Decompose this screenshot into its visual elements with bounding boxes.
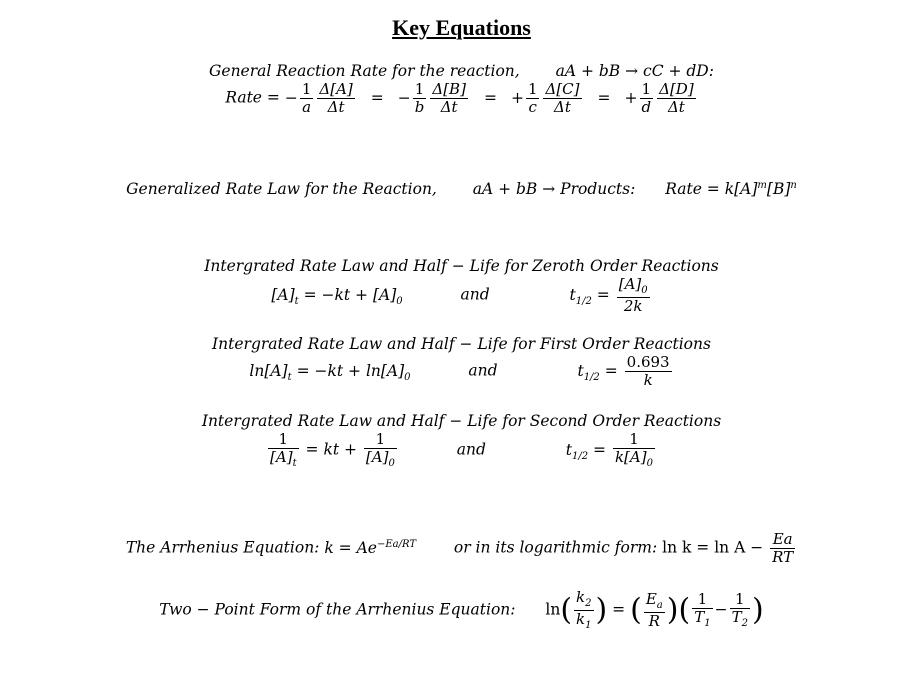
rate-label: Rate =	[225, 88, 280, 107]
second-and: and	[456, 440, 486, 459]
rate-delta-fraction: $\frac{\Delta[D]}{\Delta t}$	[659, 80, 694, 116]
arrhenius-log-equation: ln k = ln A −	[662, 538, 764, 557]
rate-delta-fraction: $\frac{\Delta[B]}{\Delta t}$	[432, 80, 466, 116]
rate-delta-fraction: $\frac{\Delta[C]}{\Delta t}$	[545, 80, 580, 116]
zeroth-order-heading: Intergrated Rate Law and Half − Life for Zeroth Order Reactions	[204, 257, 719, 275]
rate-delta-fraction: $\frac{\Delta[A]}{\Delta t}$	[319, 80, 353, 116]
rate-law-reaction: aA + bB → Products:	[472, 180, 636, 199]
page-title: Key Equations	[392, 15, 531, 40]
arrhenius-label: The Arrhenius Equation:	[125, 538, 320, 557]
second-order-heading: Intergrated Rate Law and Half − Life for Second Order Reactions	[201, 412, 722, 430]
arrhenius-line	[0, 532, 923, 565]
first-rhs: = $-kt + \ln[A]_0$	[296, 361, 411, 383]
arrhenius-log-label: or in its logarithmic form:	[453, 538, 658, 557]
zeroth-and: and	[460, 285, 490, 304]
zeroth-half-life: $t_{1/2}$ =	[569, 285, 610, 307]
general-rate-label: General Reaction Rate for the reaction,	[209, 62, 520, 80]
two-point-label: Two − Point Form of the Arrhenius Equation:	[159, 600, 516, 619]
first-order-heading: Intergrated Rate Law and Half − Life for First Order Reactions	[212, 335, 711, 353]
ea-over-r-fraction: $\frac{E_a}{R}$	[645, 590, 663, 630]
rate-coefficient-fraction: $\frac{1}{a}$	[301, 80, 312, 116]
second-lhs-fraction: $\frac{1}{[A]_t}$	[270, 430, 297, 469]
second-half-life-fraction: $\frac{1}{k[A]_0}$	[614, 430, 653, 469]
rate-term-sign: −	[397, 88, 411, 107]
rate-term-sign: −	[284, 88, 298, 107]
second-order-equation	[0, 432, 923, 469]
first-order-equation	[0, 355, 923, 388]
first-half-life-fraction: $\frac{0.693}{k}$	[626, 353, 670, 389]
arrhenius-equation: $k = Ae^{-Ea/RT}$	[324, 538, 416, 557]
second-rhs: = kt +	[305, 440, 357, 459]
rate-law-label: Generalized Rate Law for the Reaction,	[126, 180, 437, 199]
rate-term-sign: +	[510, 88, 524, 107]
arrhenius-log-fraction: $\frac{Ea}{RT}$	[772, 530, 794, 566]
k-ratio-fraction: $\frac{k_2}{k_1}$	[576, 588, 592, 631]
rate-coefficient-fraction: $\frac{1}{c}$	[527, 80, 538, 116]
zeroth-half-life-fraction: $\frac{[A]_0}{2k}$	[618, 275, 648, 315]
first-lhs: $\ln[A]_t$	[249, 361, 292, 383]
two-point-line: Two − Point Form of the Arrhenius Equation: ln( $\frac{k_2}{k_1}$ ) = ( $\frac{E_a}{R}$ )( $\frac{1}{T_1}$ − $\frac{1}{T_2}$ )	[159, 588, 764, 631]
rate-equals-sign: =	[483, 88, 497, 107]
inverse-t2-fraction: $\frac{1}{T_2}$	[731, 590, 748, 629]
rate-coefficient-fraction: $\frac{1}{d}$	[641, 80, 652, 116]
rate-term-sign: +	[624, 88, 638, 107]
inverse-t1-fraction: $\frac{1}{T_1}$	[694, 590, 711, 629]
first-and: and	[468, 361, 498, 380]
rate-law-equation: Rate = $k[A]^m[B]^n$	[665, 180, 797, 199]
rate-terms	[284, 80, 698, 116]
general-rate-equation	[0, 82, 923, 115]
second-half-life: $t_{1/2}$ =	[565, 440, 607, 462]
rate-equals-sign: =	[370, 88, 384, 107]
zeroth-lhs: $[A]_t$	[271, 285, 299, 307]
rate-equals-sign: =	[597, 88, 611, 107]
general-rate-reaction: aA + bB → cC + dD:	[555, 62, 714, 80]
rate-law-line	[0, 181, 923, 198]
general-rate-heading	[0, 64, 923, 80]
second-rhs-fraction: $\frac{1}{[A]_0}$	[365, 430, 395, 469]
rate-coefficient-fraction: $\frac{1}{b}$	[414, 80, 425, 116]
first-half-life: $t_{1/2}$ =	[577, 361, 618, 383]
zeroth-order-equation	[0, 277, 923, 314]
two-point-ln: ln	[545, 600, 561, 619]
zeroth-rhs: = $-kt + [A]_0$	[303, 285, 403, 307]
